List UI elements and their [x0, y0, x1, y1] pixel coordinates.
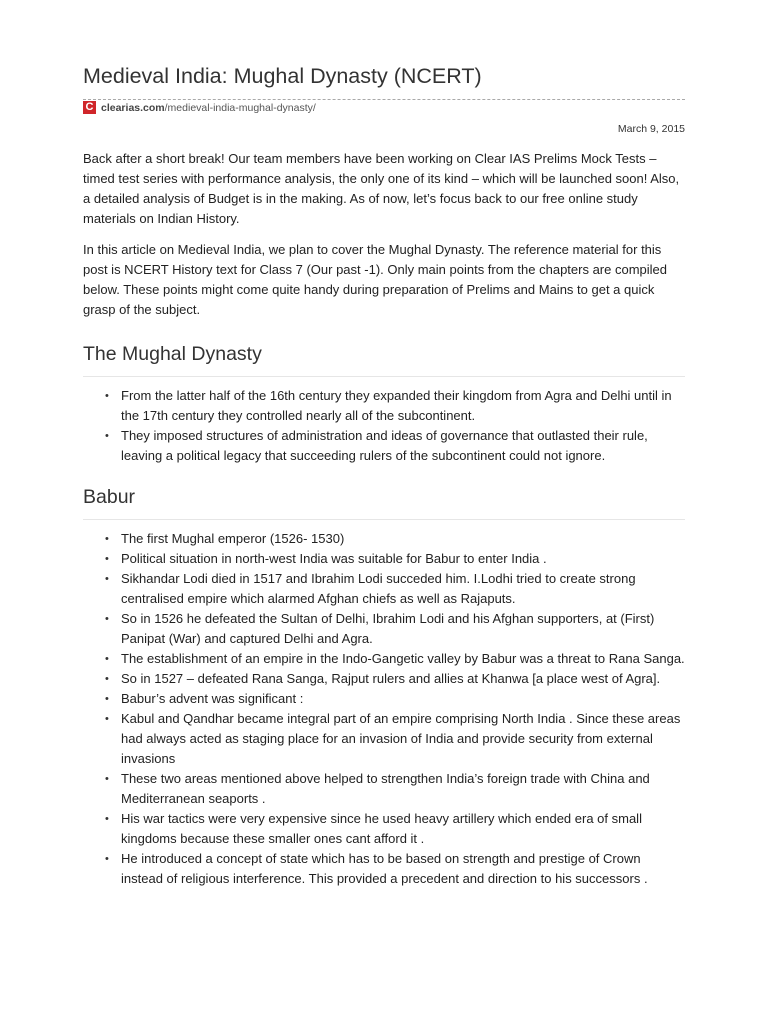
- list-item: • Babur’s advent was significant :: [83, 689, 685, 709]
- source-link[interactable]: [101, 102, 319, 114]
- clearias-logo-icon: C: [83, 101, 96, 114]
- bullet-list-babur: [83, 529, 685, 889]
- list-item: • The first Mughal emperor (1526- 1530): [83, 529, 685, 549]
- list-item: • The establishment of an empire in the Indo-Gangetic valley by Babur was a threat to Rana Sanga.: [83, 649, 685, 669]
- section-heading-babur: Babur: [83, 484, 685, 520]
- list-item: • Sikhandar Lodi died in 1517 and Ibrahim Lodi succeded him. I.Lodhi tried to create strong centralised empire which alarmed Afghan chiefs as well as Rajaputs.: [83, 569, 685, 609]
- list-item: • So in 1526 he defeated the Sultan of Delhi, Ibrahim Lodi and his Afghan supporters, at (First) Panipat (War) and captured Delhi and Agra.: [83, 609, 685, 649]
- list-item: • They imposed structures of administration and ideas of governance that outlasted their rule, leaving a political legacy that succeeding rulers of the subcontinent could not ignore.: [83, 426, 685, 466]
- intro-paragraph: Back after a short break! Our team members have been working on Clear IAS Prelims Mock Tests – timed test series with performance analysis, the only one of its kind – which will be launched soon! Also, a detailed analysis of Budget is in the making. As of now, let’s focus back to our free online study materials on Indian History.: [83, 151, 680, 226]
- list-item: • So in 1527 – defeated Rana Sanga, Rajput rulers and allies at Khanwa [a place west of Agra].: [83, 669, 685, 689]
- list-item: • Political situation in north-west India was suitable for Babur to enter India .: [83, 549, 685, 569]
- publish-date: March 9, 2015: [617, 123, 685, 135]
- source-domain: clearias.com: [101, 101, 165, 114]
- source-path: /medieval-india-mughal-dynasty/: [164, 101, 316, 114]
- section-heading-mughal-dynasty: The Mughal Dynasty: [83, 341, 685, 377]
- page-title: Medieval India: Mughal Dynasty (NCERT): [83, 64, 482, 88]
- list-item: • He introduced a concept of state which has to be based on strength and prestige of Crown instead of religious interference. This provided a precedent and direction to his successors .: [83, 849, 685, 889]
- intro-paragraph: In this article on Medieval India, we plan to cover the Mughal Dynasty. The reference material for this post is NCERT History text for Class 7 (Our past -1). Only main points from the chapters are compiled below. These points might come quite handy during preparation of Prelims and Mains to get a quick grasp of the subject.: [83, 242, 668, 317]
- list-item: • These two areas mentioned above helped to strengthen India’s foreign trade with China and Mediterranean seaports .: [83, 769, 685, 809]
- list-item: • From the latter half of the 16th century they expanded their kingdom from Agra and Delhi until in the 17th century they controlled nearly all of the subcontinent.: [83, 386, 685, 426]
- list-item: • Kabul and Qandhar became integral part of an empire comprising North India . Since these areas had always acted as staging place for an invasion of India and provide security from external invasions: [83, 709, 685, 769]
- bullet-list-mughal-dynasty: [83, 386, 685, 466]
- source-row: [83, 96, 685, 114]
- dashed-divider: [83, 99, 685, 100]
- list-item: • His war tactics were very expensive since he used heavy artillery which ended era of small kingdoms because these smaller ones cant afford it .: [83, 809, 685, 849]
